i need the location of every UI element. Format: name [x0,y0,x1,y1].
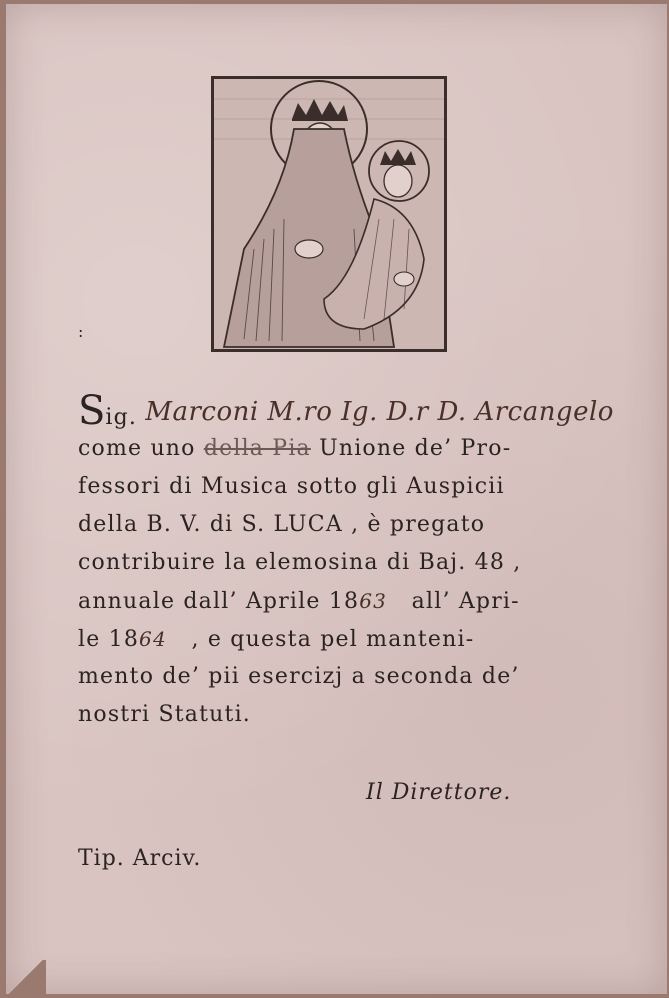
line-6-end: all’ Apri- [411,589,520,614]
handwritten-name: Marconi M.ro Ig. D.r D. Arcangelo [145,397,614,427]
torn-corner [6,960,46,994]
handwritten-year-end: 64 [139,627,167,651]
document-sheet [6,4,667,994]
line-3: fessori di Musica sotto gli Auspicii [78,474,505,499]
line-7-start: le 18 [78,627,140,652]
margin-mark: : [78,322,84,341]
line-sig [78,388,614,434]
printer-mark: Tip. Arciv. [78,846,202,871]
line-5: contribuire la elemosina di Baj. 48 , [78,550,522,575]
line-4: della B. V. di S. LUCA , è pregato [78,512,486,537]
line-2-start: come uno [78,436,196,461]
line-6-start: annuale dall’ Aprile 18 [78,589,360,614]
line-2 [78,430,588,468]
line-6 [78,582,588,620]
sig-abbrev: ig. [105,405,138,430]
line-9: nostri Statuti. [78,702,251,727]
line-2-end: Unione de’ Pro- [319,436,512,461]
body-text [78,388,614,734]
line-8: mento de’ pii esercizj a seconda de’ [78,664,520,689]
line-7 [78,620,588,658]
line-7-end: , e questa pel manteni- [191,627,475,652]
handwritten-year-start: 63 [359,589,388,613]
madonna-and-child-engraving-icon [211,76,447,352]
drop-cap: S [78,388,106,434]
smudged-text: della Pia [203,436,311,461]
signature-director: Il Direttore. [366,780,512,805]
